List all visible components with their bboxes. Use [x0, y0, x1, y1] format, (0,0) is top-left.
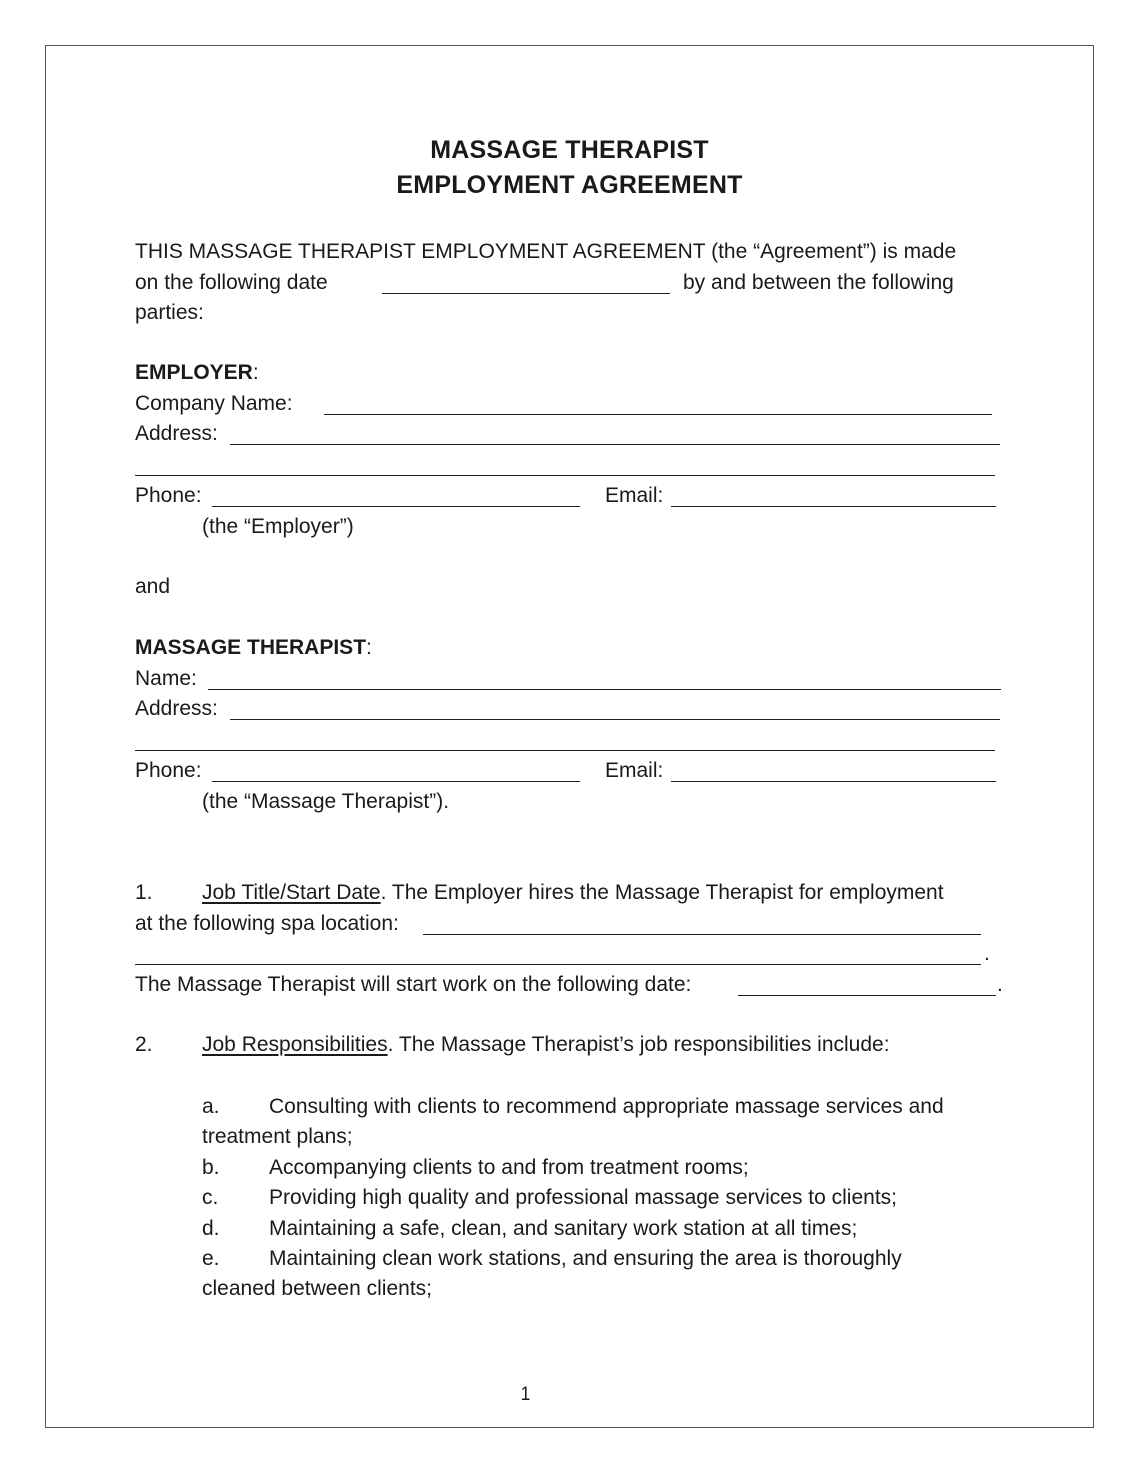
section-1-number: 1. — [135, 881, 153, 904]
item-letter: c. — [202, 1186, 219, 1209]
therapist-address-label: Address: — [135, 697, 218, 720]
document-page — [45, 45, 1094, 1428]
intro-line-2-left: on the following date — [135, 271, 328, 294]
employer-company-label: Company Name: — [135, 392, 293, 415]
employer-phone-blank[interactable] — [212, 506, 580, 507]
item-line-1: Accompanying clients to and from treatment rooms; — [269, 1156, 749, 1179]
section-1-heading: Job Title/Start Date — [202, 881, 381, 904]
section-1-text-1: . The Employer hires the Massage Therapist for employment — [380, 881, 944, 904]
item-line-1: Maintaining clean work stations, and ensuring the area is thoroughly — [269, 1247, 902, 1270]
item-line-2: cleaned between clients; — [202, 1277, 432, 1300]
item-letter: b. — [202, 1156, 220, 1179]
spa-location-blank[interactable] — [423, 934, 981, 935]
therapist-name-blank[interactable] — [208, 689, 1001, 690]
employer-email-blank[interactable] — [671, 506, 996, 507]
section-1-line-1 — [202, 878, 944, 908]
therapist-heading-colon: : — [366, 636, 372, 659]
item-letter: a. — [202, 1095, 220, 1118]
intro-line-3: parties: — [135, 301, 204, 324]
employer-address-label: Address: — [135, 422, 218, 445]
therapist-phone-blank[interactable] — [212, 781, 580, 782]
agreement-date-blank[interactable] — [382, 293, 670, 294]
therapist-heading: MASSAGE THERAPIST — [135, 636, 367, 659]
item-letter: d. — [202, 1217, 220, 1240]
item-line-1: Maintaining a safe, clean, and sanitary work station at all times; — [269, 1217, 858, 1240]
item-line-1: Providing high quality and professional massage services to clients; — [269, 1186, 898, 1209]
item-line-1: Consulting with clients to recommend appropriate massage services and — [269, 1095, 944, 1118]
employer-heading-colon: : — [252, 361, 259, 384]
and-text: and — [135, 575, 171, 598]
employer-address-blank[interactable] — [230, 444, 1000, 445]
therapist-designation: (the “Massage Therapist”). — [202, 790, 450, 813]
employer-company-blank[interactable] — [324, 414, 992, 415]
start-date-blank[interactable] — [738, 995, 996, 996]
section-1-period: . — [984, 942, 990, 965]
therapist-email-label: Email: — [605, 759, 664, 782]
item-line-2: treatment plans; — [202, 1125, 353, 1148]
section-1-text-4: The Massage Therapist will start work on the following date: — [135, 973, 692, 996]
employer-heading: EMPLOYER — [135, 361, 253, 384]
therapist-heading-row — [135, 633, 372, 663]
employer-email-label: Email: — [605, 484, 664, 507]
title-line-2: EMPLOYMENT AGREEMENT — [396, 171, 743, 199]
therapist-address-blank-2[interactable] — [135, 750, 995, 751]
section-2-heading: Job Responsibilities — [202, 1033, 388, 1056]
employer-heading-row — [135, 358, 259, 388]
item-letter: e. — [202, 1247, 220, 1270]
employer-designation: (the “Employer”) — [202, 515, 354, 538]
intro-line-1: THIS MASSAGE THERAPIST EMPLOYMENT AGREEMENT (the “Agreement”) is made — [135, 240, 957, 263]
employer-address-blank-2[interactable] — [135, 475, 995, 476]
section-2-number: 2. — [135, 1033, 153, 1056]
therapist-address-blank[interactable] — [230, 719, 1000, 720]
employer-phone-label: Phone: — [135, 484, 202, 507]
section-2-text: . The Massage Therapist’s job responsibilities include: — [387, 1033, 890, 1056]
page-number: 1 — [520, 1384, 531, 1405]
therapist-email-blank[interactable] — [671, 781, 996, 782]
therapist-phone-label: Phone: — [135, 759, 202, 782]
intro-line-2-right: by and between the following — [683, 271, 954, 294]
section-1-period-2: . — [997, 973, 1003, 996]
section-1-text-2: at the following spa location: — [135, 912, 399, 935]
section-2-line-1 — [202, 1030, 890, 1060]
title-line-1: MASSAGE THERAPIST — [430, 136, 709, 164]
therapist-name-label: Name: — [135, 667, 197, 690]
spa-location-blank-2[interactable] — [135, 964, 981, 965]
